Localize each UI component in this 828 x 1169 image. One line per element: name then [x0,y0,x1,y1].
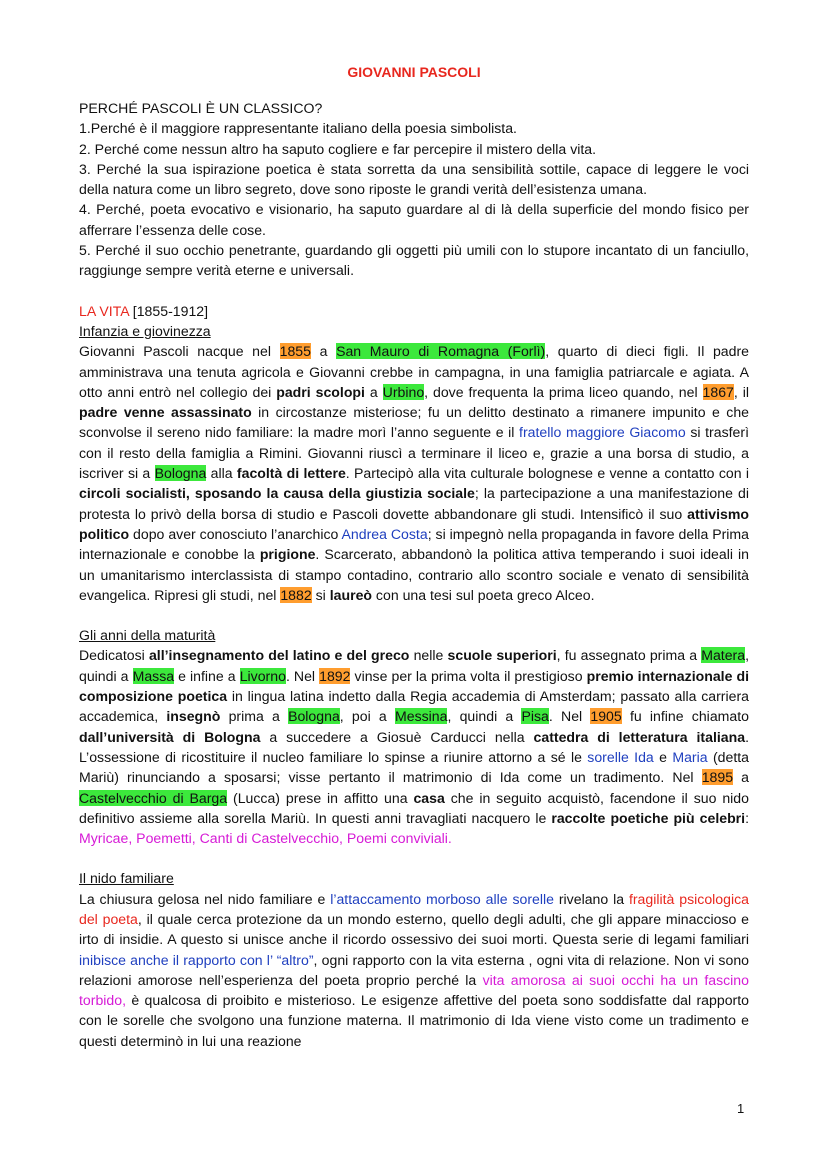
text-run: , il quale cerca protezione da un mondo esterno, quello degli adulti, che gli appare minaccioso e irto di insidie. A questo si unisce anche il ricordo ossessivo dei suoi morti. Questa serie di legami familiari [79,910,749,948]
text-run: con una tesi sul poeta greco Alceo. [372,586,595,603]
vita-heading [79,301,749,321]
text-run: nelle [409,647,448,664]
text-run: a succedere a Giosuè Carducci nella [260,728,534,745]
bold-text: circoli socialisti, sposando la causa della giustizia sociale [79,485,475,502]
highlight-place: San Mauro di Romagna (Forlì) [336,343,546,360]
text-run: . Partecipò alla vita culturale bolognese e venne a contatto con i [345,465,749,482]
text-run: vinse per la prima volta il prestigioso [350,667,587,684]
text-run: , quarto di dieci figli. Il padre amministrava una tenuta agricola e Giovanni crebbe in campagna, in una famiglia patriarcale e agiata. A otto anni entrò nel collegio dei [79,343,749,400]
text-run: e infine a [174,667,240,684]
text-run: . L’ossessione di ricostituire il nucleo familiare lo spinse a riunire attorno a sé le [79,728,749,765]
pink-text: vita amorosa ai suoi occhi ha un fascino torbido, [79,971,749,1009]
bold-text: premio internazionale di composizione poetica [79,667,749,705]
highlight-place: Matera [701,647,746,664]
highlight-place: Urbino [382,383,425,400]
text-run: alla [206,465,237,482]
text-run: ; si impegnò nella propaganda in favore della Prima internazionale e conobbe la [79,525,750,563]
classico-item-2: 2. Perché come nessun altro ha saputo cogliere e far percepire il mistero della vita. [79,140,597,157]
bold-text: casa [413,789,445,806]
text-run: , poi a [339,708,395,725]
classico-heading: PERCHÉ PASCOLI È UN CLASSICO? [79,100,323,116]
bold-text: insegnò [166,708,221,725]
subheading-maturita: Gli anni della maturità [79,627,216,644]
subheading-infanzia: Infanzia e giovinezza [79,322,211,339]
bold-text: padri scolopi [276,383,365,400]
highlight-year: 1882 [280,586,312,603]
bold-text: scuole superiori [447,647,557,664]
highlight-place: Pisa [521,708,549,725]
text-run: , il [733,383,750,400]
highlight-year: 1892 [319,667,351,684]
text-run: in lingua latina indetto dalla Regia accademia di Amsterdam; passato alla carriera accademica, [79,688,749,725]
blue-text: Andrea Costa [341,525,428,542]
page-number: 1 [737,1101,745,1116]
classico-item-3: 3. Perché la sua ispirazione poetica è stata sorretta da una sensibilità sottile, capace di leggere le voci della natura come un libro segreto, dove sono riposte le grandi verità dell’esistenza umana. [79,160,749,198]
text-run: La chiusura gelosa nel nido familiare e [79,890,331,907]
highlight-place: Bologna [288,708,340,725]
blue-text: inibisce anche il rapporto con l’ “altro” [79,951,314,968]
bold-text: all’insegnamento del latino e del greco [148,647,410,664]
text-run: si trasferì con il resto della famiglia a Rimini. Giovanni riuscì a terminare il liceo e, grazie a una borsa di studio, a iscriver si a [79,424,749,482]
pink-text: Myricae, Poemetti, Canti di Castelvecchio, Poemi conviviali. [79,830,452,847]
classico-item-1: 1.Perché è il maggiore rappresentante italiano della poesia simbolista. [79,120,517,137]
text-run: , quindi a [79,647,750,684]
text-run: rivelano la [553,890,629,907]
text-run: a [364,383,383,400]
text-run: (detta Mariù) rinunciando a sposarsi; visse pertanto il matrimonio di Ida come un tradimento. Nel [79,748,749,786]
highlight-place: Livorno [239,667,286,684]
vita-label: LA VITA [79,302,129,319]
text-run: fu infine chiamato [621,708,749,725]
text-run: . Nel [285,667,320,684]
highlight-place: Castelvecchio di Barga [79,789,228,806]
highlight-year: 1895 [701,769,734,786]
text-run: . Nel [548,708,591,725]
text-run: in circostanze misteriose; fu un delitto destinato a rimanere impunito e che sconvolse il sereno nido familiare: la madre morì l’anno seguente e il [79,404,750,441]
highlight-year: 1855 [279,343,311,360]
text-run: a [733,769,749,786]
highlight-place: Bologna [154,465,207,482]
text-run: e [653,748,673,765]
text-run: che in seguito acquistò, facendone il suo nido definitivo assieme alla sorella Mariù. In questi anni travagliati nacquero le [79,789,749,826]
text-run: prima a [220,708,289,725]
subheading-nido: Il nido familiare [79,870,174,887]
text-run: , fu assegnato prima a [556,647,702,664]
paragraph-maturita [79,645,749,848]
text-run: dopo aver conosciuto l’anarchico [129,525,342,542]
classico-section [79,98,749,281]
text-run: : [745,809,749,826]
bold-text: laureò [329,586,373,603]
red-text: fragilità psicologica del poeta [79,890,749,927]
highlight-year: 1905 [590,708,622,725]
classico-item-4: 4. Perché, poeta evocativo e visionario, ha saputo guardare al di là della superficie del mondo fisico per afferrare l’essenza delle cose. [79,201,749,238]
blue-text: sorelle Ida [587,748,654,765]
highlight-place: Messina [394,708,448,725]
bold-text: padre venne assassinato [79,404,252,421]
bold-text: facoltà di lettere [236,465,346,482]
highlight-year: 1867 [702,383,734,400]
bold-text: attivismo politico [79,505,749,542]
text-run: Dedicatosi [79,647,149,664]
vita-years: [1855-1912] [128,302,209,319]
bold-text: raccolte poetiche più celebri [551,809,746,826]
text-run: si [311,586,330,603]
text-run: , dove frequenta la prima liceo quando, nel [424,383,703,400]
text-run: ; la partecipazione a una manifestazione di protesta lo privò della borsa di studio e Pascoli dovette abbandonare gli studi. Intensificò il suo [79,485,749,522]
document-title: GIOVANNI PASCOLI [347,64,481,80]
blue-text: Maria [672,748,708,765]
text-run: Giovanni Pascoli nacque nel [79,343,280,360]
document-page [79,64,749,1051]
text-run: (Lucca) prese in affitto una [227,789,414,806]
blue-text: fratello maggiore Giacomo [519,424,686,441]
blue-text: l’attaccamento morboso alle sorelle [330,890,554,907]
bold-text: prigione [259,546,316,563]
text-run: . Scarcerato, abbandonò la politica attiva temperando i suoi ideali in un umanitarismo interclassista di stampo contadino, contrario allo scontro sociale e venato di sensibilità evangelica. Ripresi gli studi, nel [79,546,749,603]
bold-text: dall’università di Bologna [79,728,261,745]
paragraph-infanzia [79,341,749,605]
paragraph-nido [79,889,749,1051]
text-run: a [310,343,337,360]
text-run: è qualcosa di proibito e misterioso. Le esigenze affettive del poeta sono soddisfatte dal rapporto con le sorelle che svolgono una funzione materna. Il matrimonio di Ida viene visto come un tradimento e questi determinò in lui una reazione [79,992,749,1049]
text-run: , ogni rapporto con la vita esterna , ogni vita di relazione. Non vi sono relazioni amorose nell’esperienza del poeta proprio perché la [79,951,749,988]
highlight-place: Massa [132,667,175,684]
text-run: , quindi a [447,708,522,725]
classico-item-5: 5. Perché il suo occhio penetrante, guardando gli oggetti più umili con lo stupore incantato di un fanciullo, raggiunge sempre verità eterne e universali. [79,242,749,279]
bold-text: cattedra di letteratura italiana [533,728,746,745]
